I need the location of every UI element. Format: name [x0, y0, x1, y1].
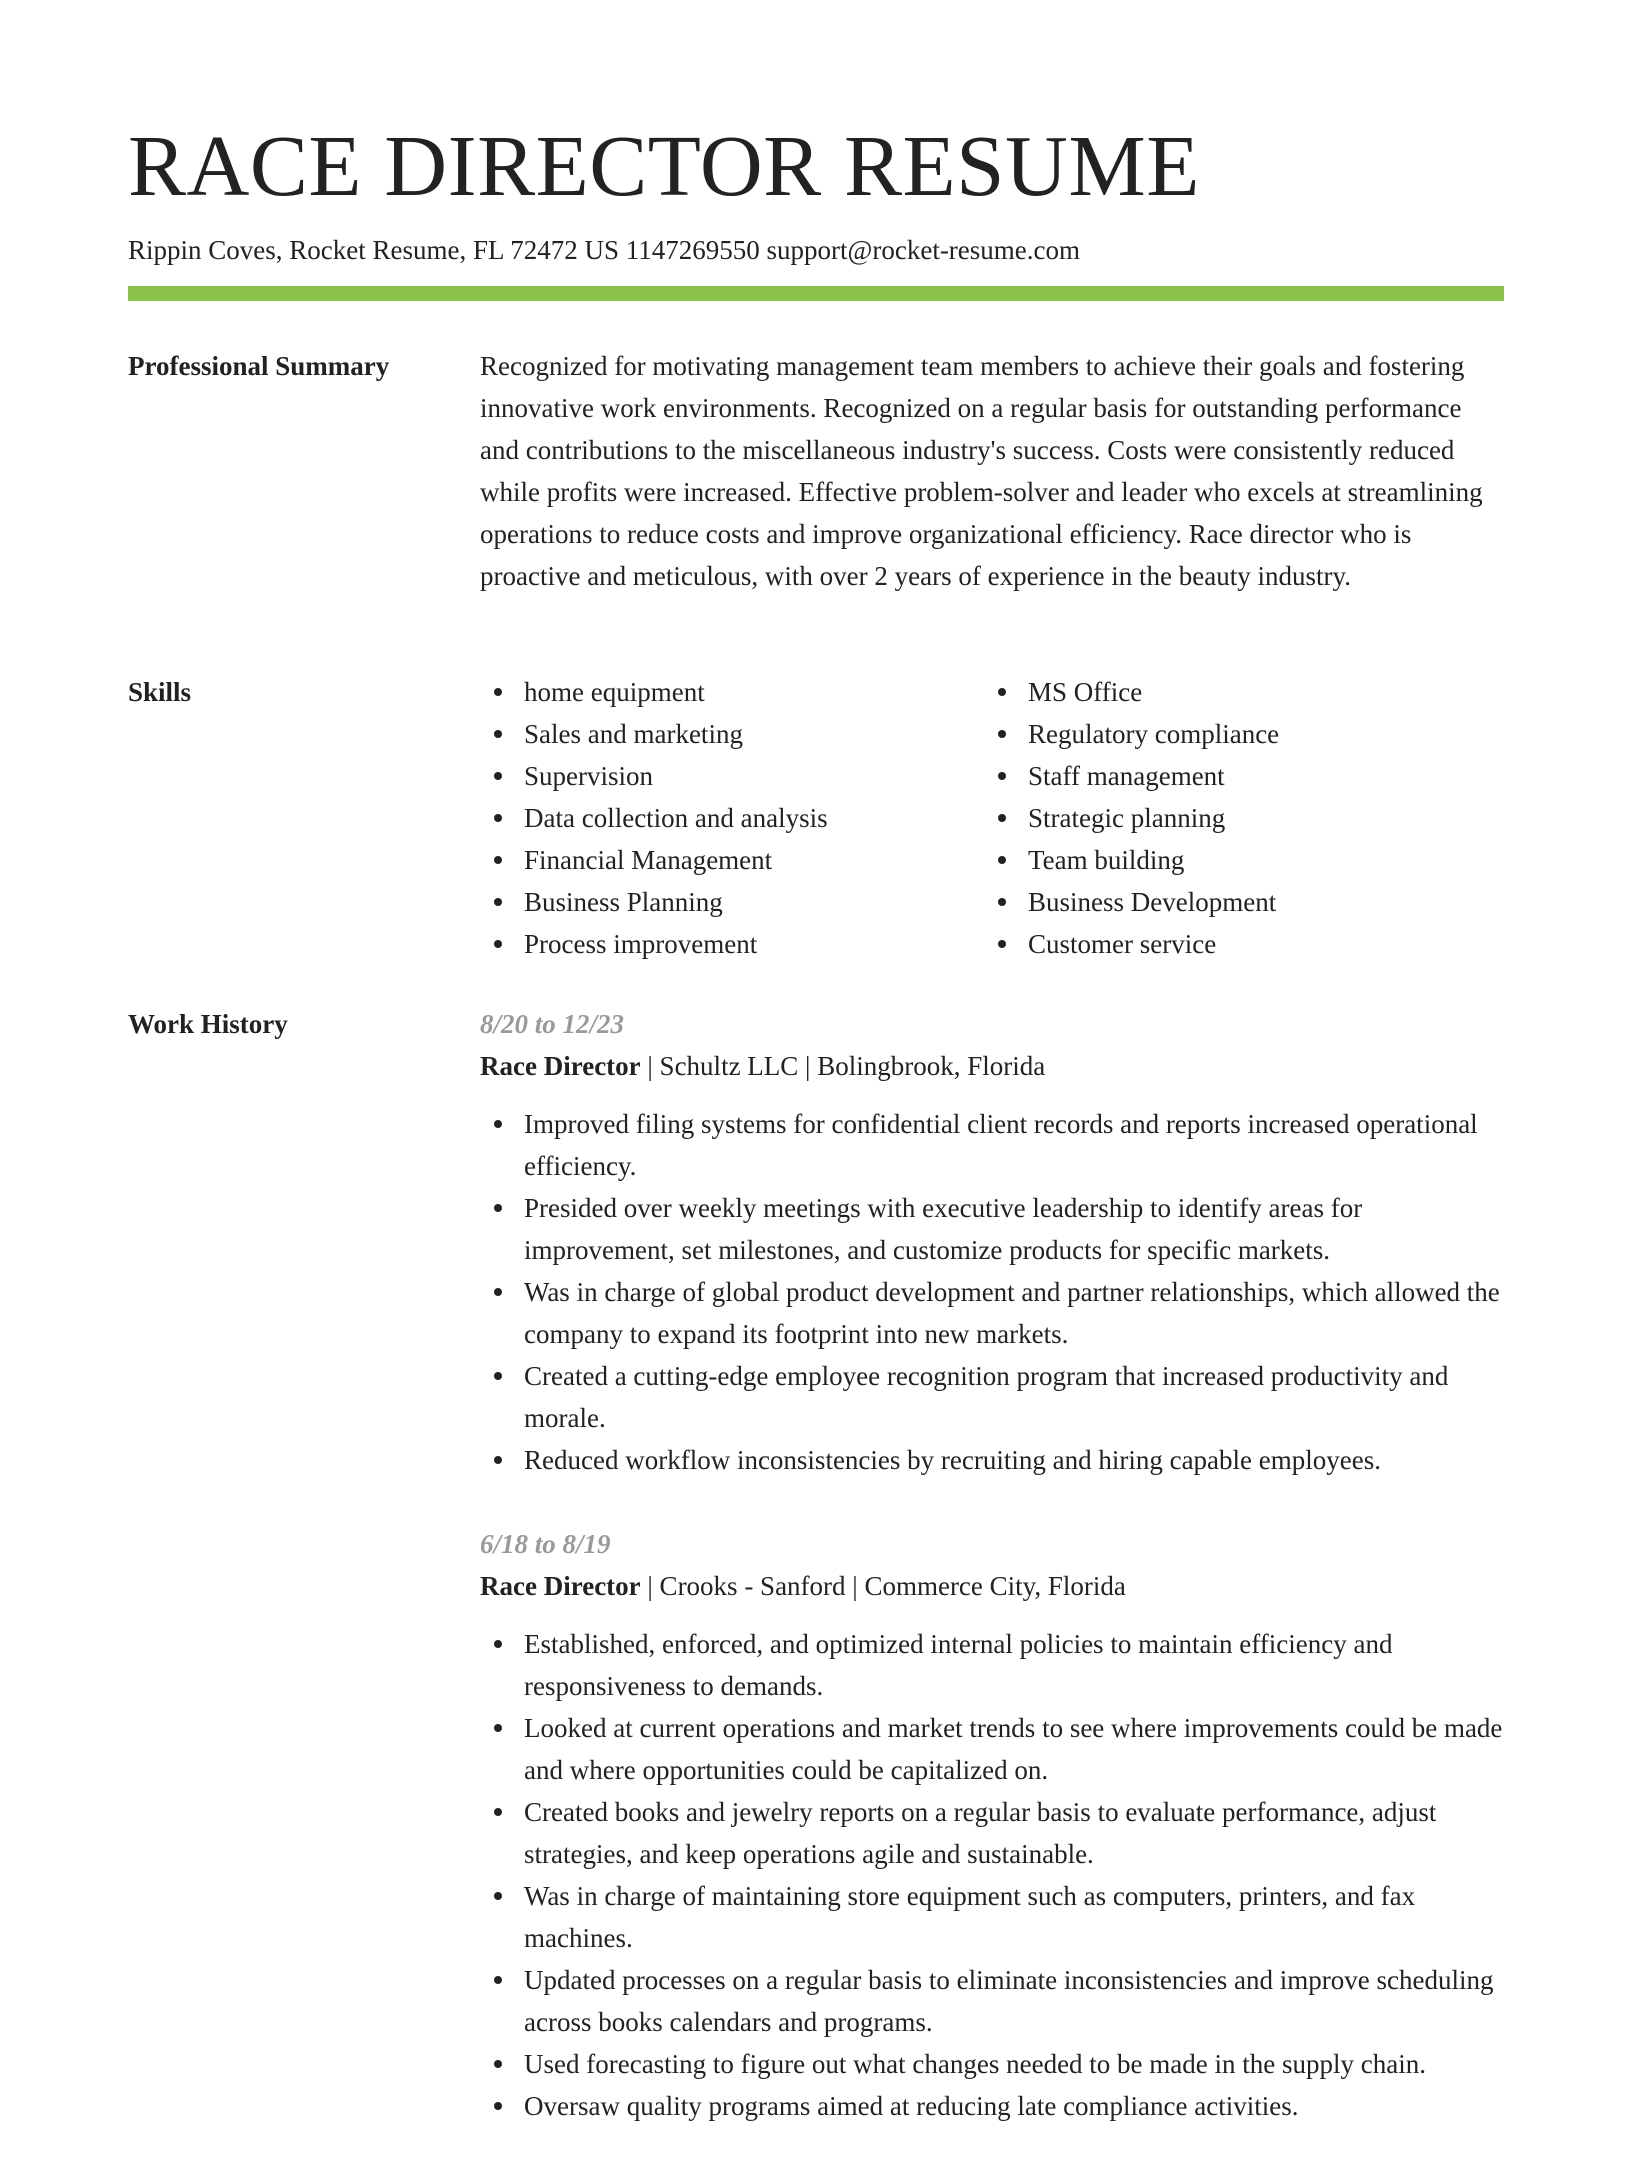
job-bullet: Updated processes on a regular basis to eliminate inconsistencies and improve scheduling across books calendars and programs.: [480, 1959, 1504, 2043]
job-entry: [480, 1003, 1504, 1481]
skills-column-1: [480, 671, 984, 965]
skill-item: Supervision: [480, 755, 984, 797]
skill-item: home equipment: [480, 671, 984, 713]
job-company-location: | Schultz LLC | Bolingbrook, Florida: [640, 1051, 1046, 1081]
job-company-location: | Crooks - Sanford | Commerce City, Florida: [640, 1571, 1126, 1601]
skill-item: Staff management: [984, 755, 1488, 797]
skill-item: MS Office: [984, 671, 1488, 713]
job-bullet: Looked at current operations and market trends to see where improvements could be made and where opportunities could be capitalized on.: [480, 1707, 1504, 1791]
skill-item: Strategic planning: [984, 797, 1488, 839]
job-title: Race Director: [480, 1571, 641, 1601]
skill-item: Data collection and analysis: [480, 797, 984, 839]
skill-item: Business Development: [984, 881, 1488, 923]
skill-item: Regulatory compliance: [984, 713, 1488, 755]
accent-divider: [128, 286, 1504, 301]
job-bullets: [480, 1103, 1504, 1481]
job-dates: 6/18 to 8/19: [480, 1529, 611, 1559]
job-bullet: Presided over weekly meetings with executive leadership to identify areas for improvement, set milestones, and customize products for specific markets.: [480, 1187, 1504, 1271]
summary-text: Recognized for motivating management team members to achieve their goals and fostering innovative work environments. Recognized on a regular basis for outstanding performance and contributions to the miscellaneous industry's success. Costs were consistently reduced while profits were increased. Effective problem-solver and leader who excels at streamlining operations to reduce costs and improve organizational efficiency. Race director who is proactive and meticulous, with over 2 years of experience in the beauty industry.: [480, 351, 1483, 591]
job-bullet: Created books and jewelry reports on a regular basis to evaluate performance, adjust strategies, and keep operations agile and sustainable.: [480, 1791, 1504, 1875]
skill-item: Team building: [984, 839, 1488, 881]
job-bullet: Improved filing systems for confidential client records and reports increased operational efficiency.: [480, 1103, 1504, 1187]
job-bullet: Used forecasting to figure out what changes needed to be made in the supply chain.: [480, 2043, 1504, 2085]
job-bullet: Established, enforced, and optimized internal policies to maintain efficiency and responsiveness to demands.: [480, 1623, 1504, 1707]
job-bullet: Reduced workflow inconsistencies by recruiting and hiring capable employees.: [480, 1439, 1504, 1481]
job-bullet: Was in charge of global product development and partner relationships, which allowed the company to expand its footprint into new markets.: [480, 1271, 1504, 1355]
summary-heading: Professional Summary: [128, 351, 390, 381]
work-heading: Work History: [128, 1009, 288, 1039]
job-bullet: Oversaw quality programs aimed at reducing late compliance activities.: [480, 2085, 1504, 2127]
skills-heading: Skills: [128, 677, 192, 707]
resume-title: RACE DIRECTOR RESUME: [128, 117, 1200, 214]
skill-item: Business Planning: [480, 881, 984, 923]
job-bullet: Created a cutting-edge employee recognition program that increased productivity and morale.: [480, 1355, 1504, 1439]
job-dates: 8/20 to 12/23: [480, 1009, 625, 1039]
skill-item: Sales and marketing: [480, 713, 984, 755]
job-title: Race Director: [480, 1051, 641, 1081]
job-heading: [480, 1045, 1504, 1087]
skills-grid: [480, 671, 1504, 965]
job-bullets: [480, 1623, 1504, 2127]
skill-item: Process improvement: [480, 923, 984, 965]
job-entry: [480, 1523, 1504, 2127]
job-bullet: Was in charge of maintaining store equipment such as computers, printers, and fax machines.: [480, 1875, 1504, 1959]
skill-item: Financial Management: [480, 839, 984, 881]
skill-item: Customer service: [984, 923, 1488, 965]
job-heading: [480, 1565, 1504, 1607]
work-history-list: [480, 1003, 1504, 2169]
contact-line: Rippin Coves, Rocket Resume, FL 72472 US 1147269550 support@rocket-resume.com: [128, 235, 1081, 265]
skills-column-2: [984, 671, 1488, 965]
